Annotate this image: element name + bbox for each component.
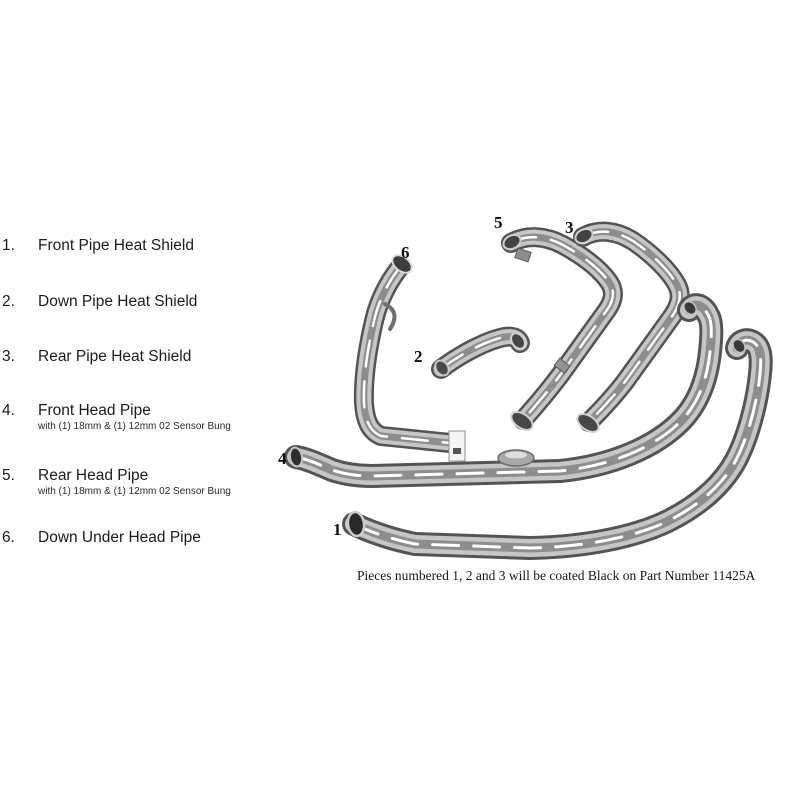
part-number: 5. — [2, 467, 15, 484]
part-label: Rear Pipe Heat Shield — [38, 348, 192, 365]
diagram-number-3: 3 — [565, 218, 574, 237]
coating-note: Pieces numbered 1, 2 and 3 will be coated Black on Part Number 11425A — [357, 568, 756, 583]
pipe5-flange — [515, 248, 531, 262]
diagram-number-5: 5 — [494, 213, 503, 232]
part-number: 2. — [2, 293, 15, 310]
part-number: 1. — [2, 237, 15, 254]
front-head-pipe-shape — [288, 299, 711, 476]
part-sublabel: with (1) 18mm & (1) 12mm 02 Sensor Bung — [38, 421, 231, 432]
mounting-bracket — [449, 431, 465, 461]
pipe4-clamp-highlight — [505, 452, 527, 459]
part-label: Rear Head Pipe — [38, 467, 149, 484]
part-label: Down Under Head Pipe — [38, 529, 201, 546]
part-label: Front Head Pipe — [38, 402, 151, 419]
part-label: Down Pipe Heat Shield — [38, 293, 198, 310]
pipes-diagram — [0, 190, 800, 590]
part-number: 3. — [2, 348, 15, 365]
diagram-number-2: 2 — [414, 347, 423, 366]
down-pipe-heat-shield-shape — [432, 331, 527, 378]
pipes-illustration — [0, 190, 800, 590]
diagram-number-6: 6 — [401, 243, 410, 262]
diagram-number-4: 4 — [278, 449, 287, 468]
part-number: 6. — [2, 529, 15, 546]
mounting-bracket-mark — [453, 448, 461, 454]
diagram-number-1: 1 — [333, 520, 342, 539]
part-label: Front Pipe Heat Shield — [38, 237, 194, 254]
part-number: 4. — [2, 402, 15, 419]
part-sublabel: with (1) 18mm & (1) 12mm 02 Sensor Bung — [38, 486, 231, 497]
down-under-head-pipe-shape — [364, 252, 450, 443]
